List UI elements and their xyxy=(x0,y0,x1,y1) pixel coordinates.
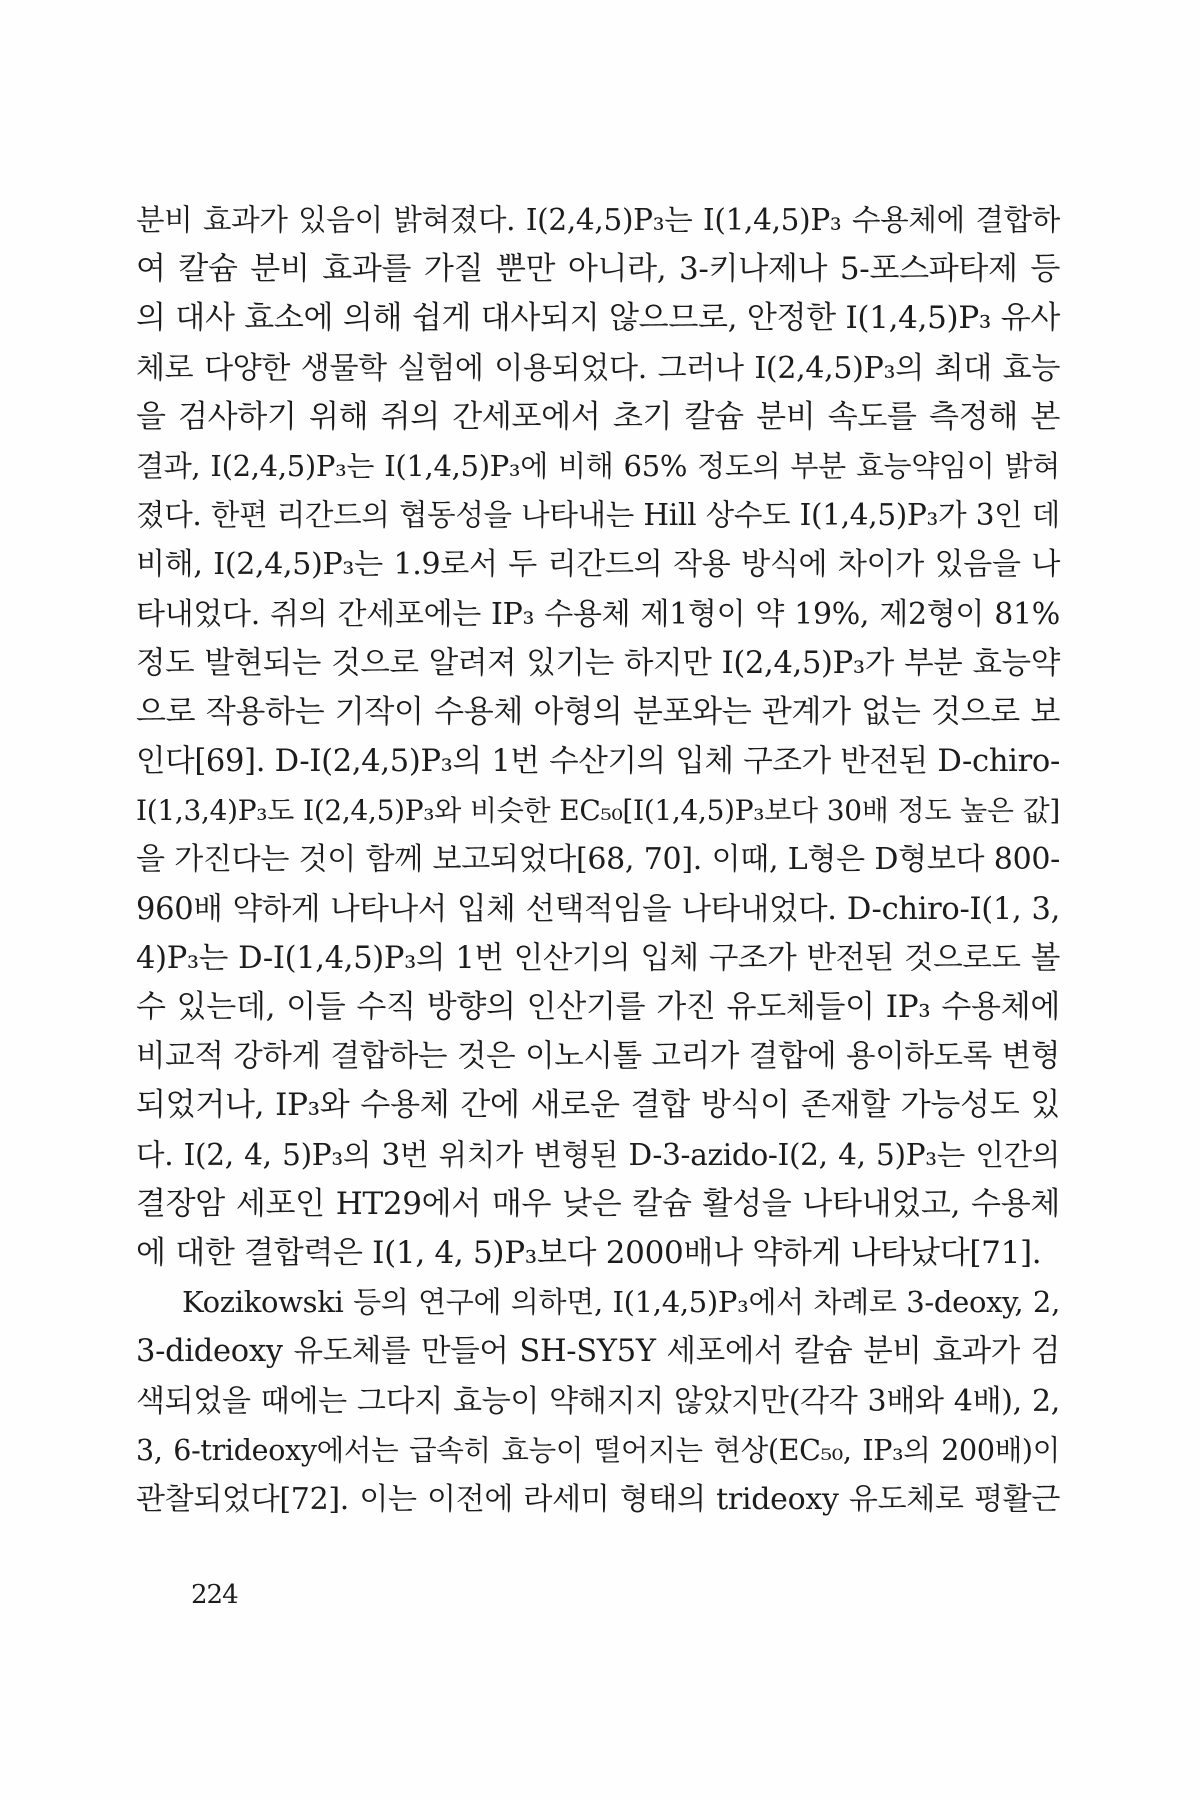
text-line: 체로 다양한 생물학 실험에 이용되었다. 그러나 I(2,4,5)P₃의 최대 효능 xyxy=(136,350,1060,386)
text-line: 에 대한 결합력은 I(1, 4, 5)P₃보다 2000배나 약하게 나타났다[71]. xyxy=(136,1234,1042,1271)
text-line: 비해, I(2,4,5)P₃는 1.9로서 두 리간드의 작용 방식에 차이가 있음을 나 xyxy=(136,547,1060,583)
text-line: 되었거나, IP₃와 수용체 간에 새로운 결합 방식이 존재할 가능성도 있 xyxy=(136,1087,1060,1124)
paragraph-1 xyxy=(136,196,1060,1278)
body-text xyxy=(136,196,1060,1524)
text-line: 3, 6-trideoxy에서는 급속히 효능이 떨어지는 현상(EC₅₀, IP₃의 200배)이 xyxy=(136,1433,1060,1467)
text-line: 관찰되었다[72]. 이는 이전에 라세미 형태의 trideoxy 유도체로 평활근 xyxy=(136,1481,1060,1517)
text-line: I(1,3,4)P₃도 I(2,4,5)P₃와 비슷한 EC₅₀[I(1,4,5)P₃보다 30배 정도 높은 값] xyxy=(136,794,1060,828)
text-line: 인다[69]. D-I(2,4,5)P₃의 1번 수산기의 입체 구조가 반전된 D-chiro- xyxy=(136,744,1060,780)
text-line: 다. I(2, 4, 5)P₃의 3번 위치가 변형된 D-3-azido-I(2, 4, 5)P₃는 인간의 xyxy=(136,1137,1060,1172)
text-line: 여 칼슘 분비 효과를 가질 뿐만 아니라, 3-키나제나 5-포스파타제 등 xyxy=(136,251,1060,288)
text-line: Kozikowski 등의 연구에 의하면, I(1,4,5)P₃에서 차례로 3-deoxy, 2, xyxy=(182,1285,1060,1320)
text-line: 수 있는데, 이들 수직 방향의 인산기를 가진 유도체들이 IP₃ 수용체에 xyxy=(136,989,1060,1025)
text-line: 타내었다. 쥐의 간세포에는 IP₃ 수용체 제1형이 약 19%, 제2형이 81% xyxy=(136,596,1060,632)
text-line: 960배 약하게 나타나서 입체 선택적임을 나타내었다. D-chiro-I(1, 3, xyxy=(136,891,1060,927)
text-line: 정도 발현되는 것으로 알려져 있기는 하지만 I(2,4,5)P₃가 부분 효능약 xyxy=(136,645,1060,681)
text-line: 분비 효과가 있음이 밝혀졌다. I(2,4,5)P₃는 I(1,4,5)P₃ 수용체에 결합하 xyxy=(136,203,1060,237)
text-line: 결장암 세포인 HT29에서 매우 낮은 칼슘 활성을 나타내었고, 수용체 xyxy=(136,1185,1060,1222)
paragraph-2 xyxy=(136,1278,1060,1524)
text-line: 색되었을 때에는 그다지 효능이 약해지지 않았지만(각각 3배와 4배), 2, xyxy=(136,1383,1060,1419)
text-line: 결과, I(2,4,5)P₃는 I(1,4,5)P₃에 비해 65% 정도의 부분 효능약임이 밝혀 xyxy=(136,448,1060,483)
text-line: 4)P₃는 D-I(1,4,5)P₃의 1번 인산기의 입체 구조가 반전된 것으로도 볼 xyxy=(136,940,1060,976)
text-line: 비교적 강하게 결합하는 것은 이노시톨 고리가 결합에 용이하도록 변형 xyxy=(136,1039,1060,1075)
text-line: 을 검사하기 위해 쥐의 간세포에서 초기 칼슘 분비 속도를 측정해 본 xyxy=(136,398,1060,435)
text-line: 으로 작용하는 기작이 수용체 아형의 분포와는 관계가 없는 것으로 보 xyxy=(136,693,1060,730)
text-line: 3-dideoxy 유도체를 만들어 SH-SY5Y 세포에서 칼슘 분비 효과가 검 xyxy=(136,1334,1060,1370)
text-line: 졌다. 한편 리간드의 협동성을 나타내는 Hill 상수도 I(1,4,5)P₃가 3인 데 xyxy=(136,498,1060,533)
page-number: 224 xyxy=(191,1580,238,1610)
text-line: 의 대사 효소에 의해 쉽게 대사되지 않으므로, 안정한 I(1,4,5)P₃ 유사 xyxy=(136,300,1060,337)
text-line: 을 가진다는 것이 함께 보고되었다[68, 70]. 이때, L형은 D형보다 800- xyxy=(136,842,1060,878)
